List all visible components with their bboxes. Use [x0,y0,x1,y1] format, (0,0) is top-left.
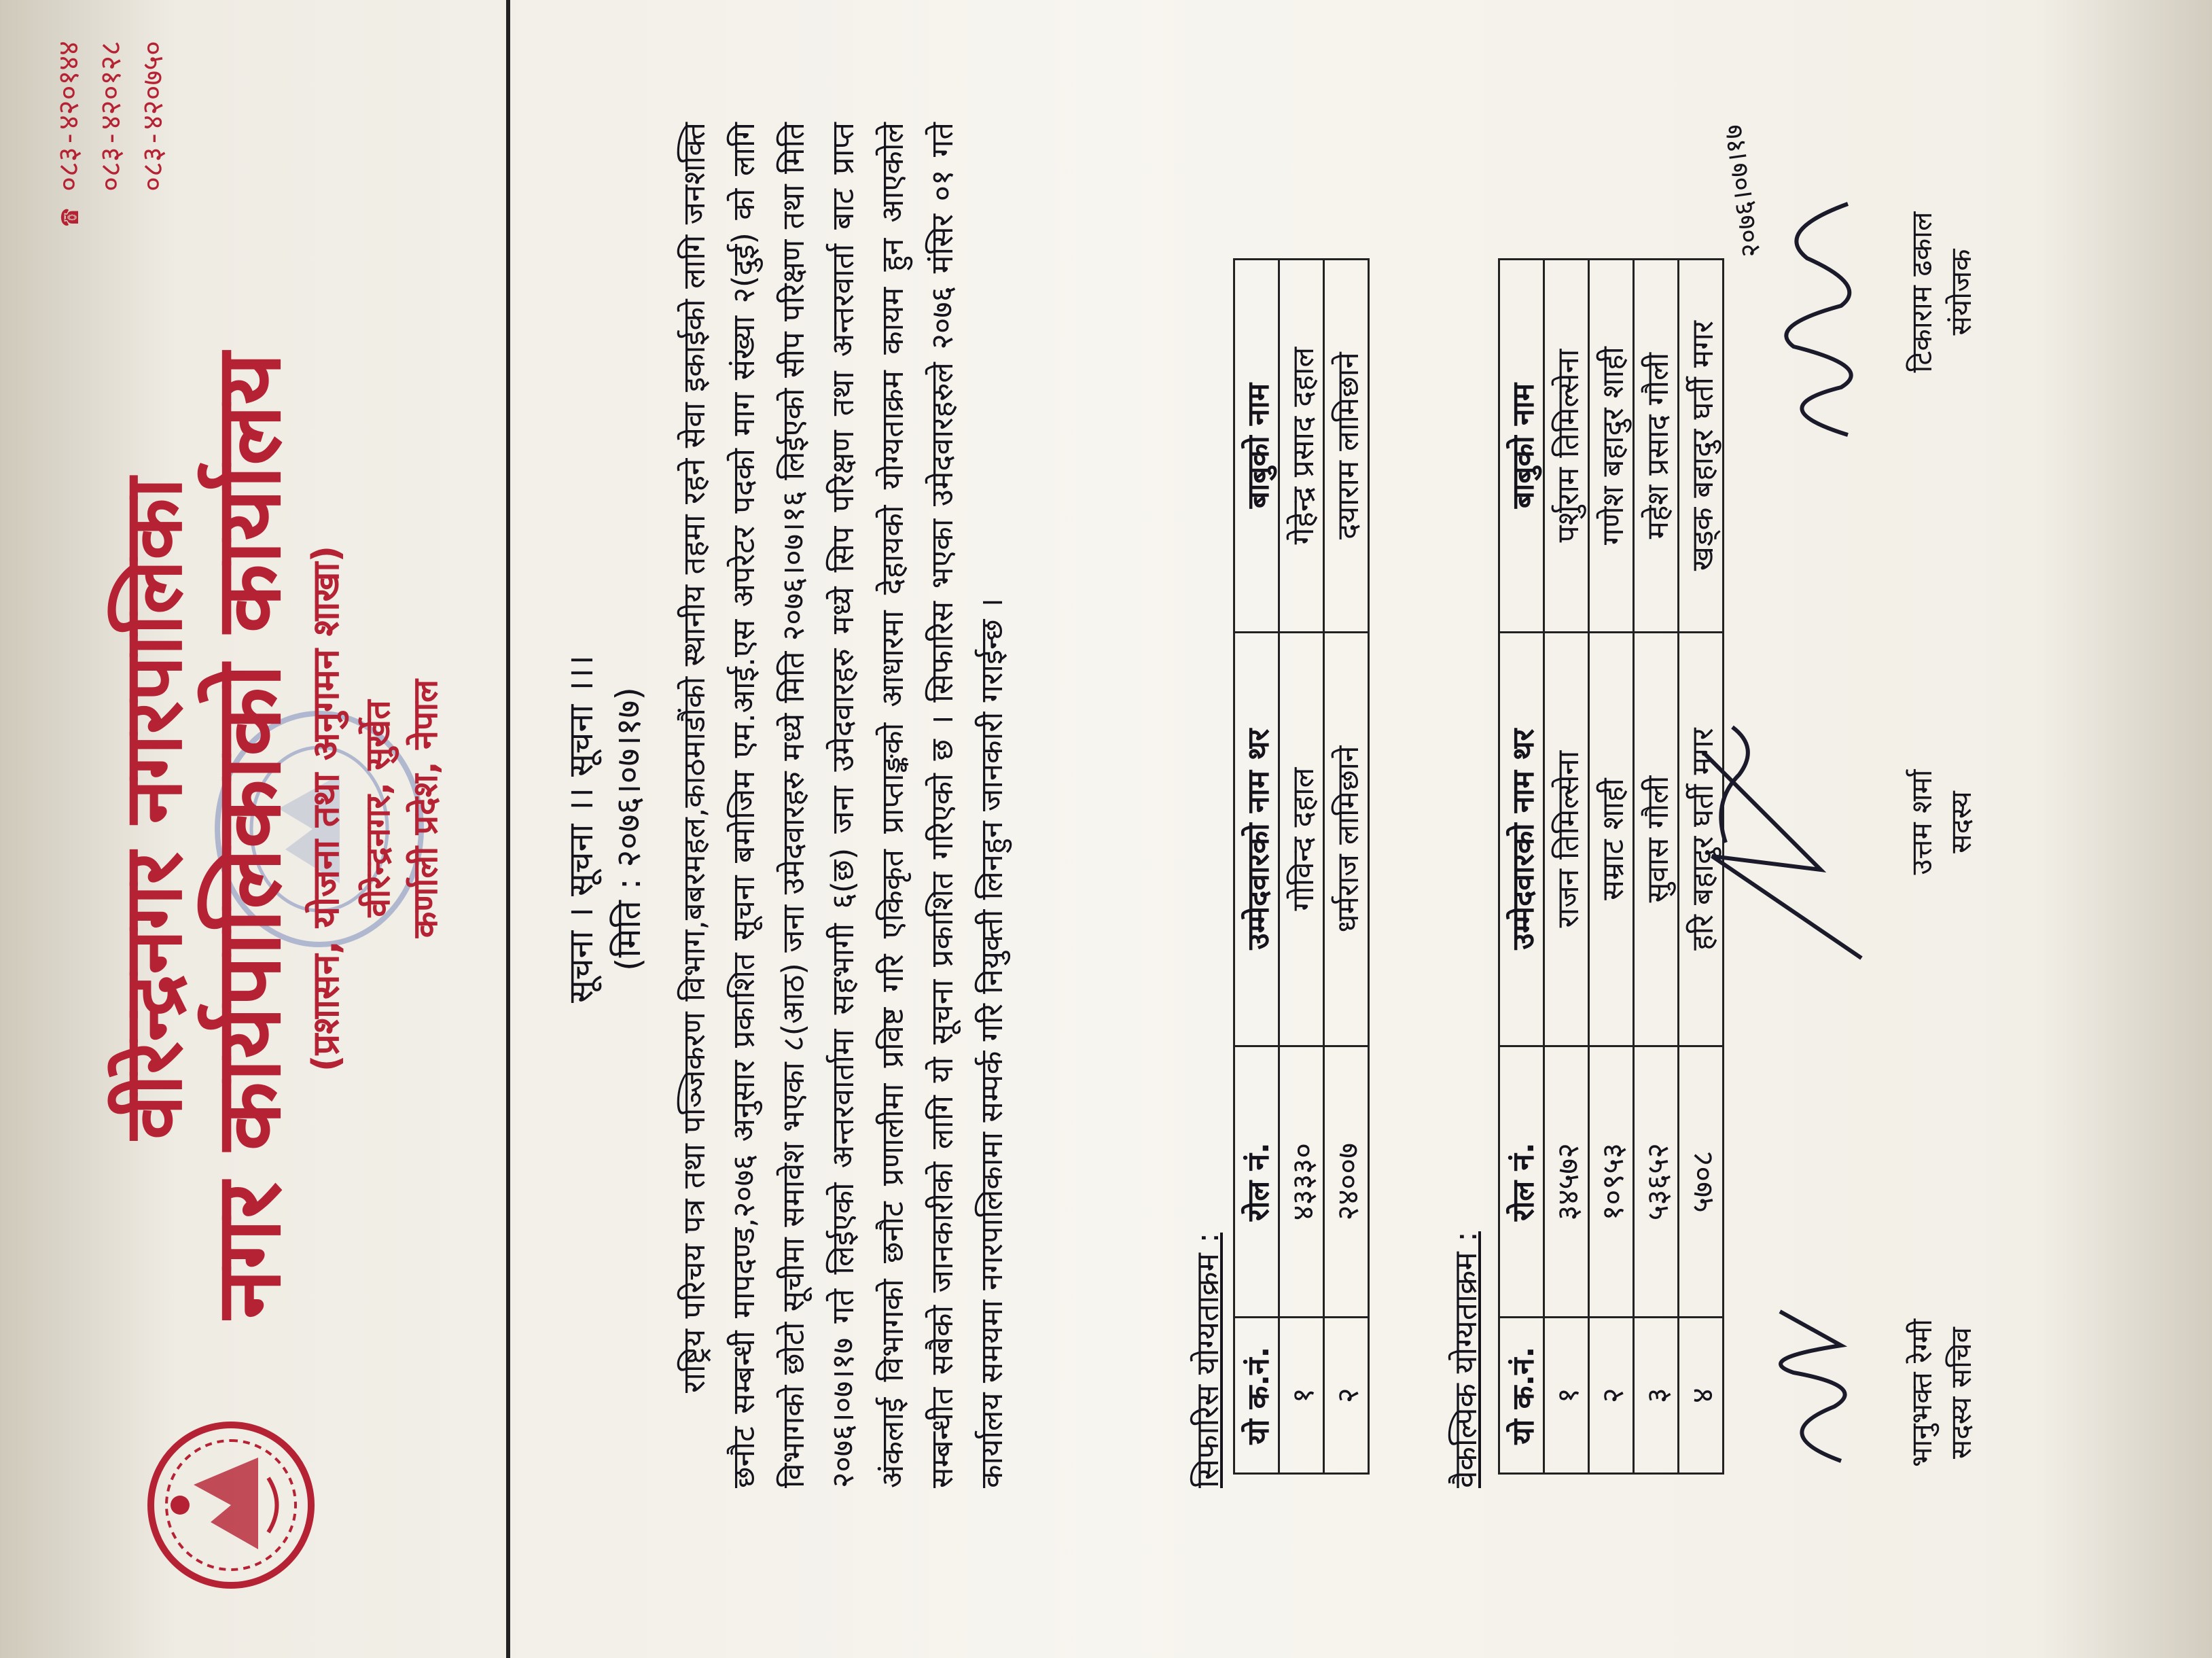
cell-serial: ३ [1634,1318,1679,1474]
municipality-name: वीरेन्द्रनगर नगरपालिका [106,477,200,1140]
col-candidate: उम्मेदवारको नाम थर [1499,633,1544,1046]
cell-father: महेश प्रसाद गौली [1634,260,1679,633]
signature-date: २०७६।०७।१७ [1717,122,1767,260]
cell-roll: १०९५३ [1589,1046,1634,1317]
signature-member-secretary-icon [1739,1271,1875,1488]
table-row [1324,260,1369,1474]
signature-member-icon [1685,693,1889,978]
table-row [1589,260,1634,1474]
cell-serial: २ [1324,1318,1369,1474]
col-roll: रोल नं. [1234,1046,1279,1317]
table-row [1634,260,1679,1474]
col-serial: यो क.नं. [1499,1318,1544,1474]
cell-father: खड्क बहादुर घर्ती मगर [1679,260,1724,633]
header-divider [506,0,510,1658]
notice-heading [557,272,652,1386]
cell-roll: २४००७ [1324,1046,1369,1317]
signatory-name: टिकाराम ढकाल [1905,211,1938,373]
notice-date: (मिति : २०७६।०७।१७) [609,687,648,971]
phone-1: ०८३-४२०१४४ [52,41,85,192]
cell-serial: २ [1589,1318,1634,1474]
phone-3: ०८३-४२०७५० [136,41,169,192]
cell-serial: १ [1544,1318,1589,1474]
signatory-coordinator [1902,149,1981,435]
cell-candidate: राजन तिमिल्सेना [1544,633,1589,1046]
cell-candidate: सुवास गौली [1634,633,1679,1046]
table-header-row [1499,260,1544,1474]
cell-roll: ५७०८ [1679,1046,1724,1317]
signatory-name: भानुभक्त रेग्मी [1905,1318,1938,1468]
phone-2: ०८३-४२०१२८ [94,41,127,192]
branch-name: (प्रशासन, योजना तथा अनुगमन शाखा) [304,545,347,1072]
notice-title: सूचना । सूचना ।। सूचना ।।। [561,655,601,1003]
table-header-row [1234,260,1279,1474]
signature-coordinator-icon [1746,163,1882,448]
cell-father: गणेश बहादुर शाही [1589,260,1634,633]
province-name: कर्णाली प्रदेश, नेपाल [406,679,445,938]
phone-icon: ☎ [52,191,85,226]
cell-father: पर्शुराम तिमिल्सेना [1544,260,1589,633]
cell-candidate: गोविन्द दहाल [1279,633,1324,1046]
office-name: नगर कार्यपालिकाको कार्यालय [196,353,301,1319]
cell-serial: ४ [1679,1318,1724,1474]
signatory-role: सदस्य [1944,791,1978,853]
col-father: बाबुको नाम [1499,260,1544,633]
col-serial: यो क.नं. [1234,1318,1279,1474]
cell-roll: ४३३३० [1279,1046,1324,1317]
table-row [1544,260,1589,1474]
recommended-heading: सिफारिस योग्यताक्रम : [1189,1232,1226,1488]
signatory-role: संयोजक [1944,249,1978,336]
signatory-member-secretary [1902,1250,1981,1536]
cell-candidate: हरि बहादुर घर्ती मगर [1679,633,1724,1046]
signatory-member [1902,680,1981,965]
cell-candidate: सम्राट शाही [1589,633,1634,1046]
cell-father: गेहेन्द्र प्रसाद दहाल [1279,260,1324,633]
cell-father: दयाराम लामिछाने [1324,260,1369,633]
city-name: वीरेन्द्रनगर, सुर्खेत [358,700,397,917]
signatory-role: सदस्य सचिव [1944,1326,1978,1460]
cell-serial: १ [1279,1318,1324,1474]
notice-body: राष्ट्रिय परिचय पत्र तथा पञ्जिकरण विभाग,बबरमहल,काठमाडौंको स्थानीय तहमा रहने सेवा इकाईको लागि जनशक्ति छनौट सम्बन्धी मापदण्ड,२०७६ अनुसार प्रकाशित सूचना बमोजिम एम.आई.एस अपरेटर पदको माग संख्या २(दुई) को लागि विभागको छोटो सूचीमा समावेश भएका ८(आठ) जना उमेदवारहरु मध्ये मिति २०७६।०७।१६ लिईएको सीप परिक्षण तथा मिति २०७६।०७।१७ गते लिईएको अन्तरवार्तामा सहभागी ६(छ) जना उमेदवारहरु मध्ये सिप परिक्षण तथा अन्तरवार्ता बाट प्राप्त अंकलाई विभागको छनौट प्रणालीमा प्रविष्ट गरि एकिकृत प्राप्ताङ्कको आधारमा देहायको योग्यताक्रम कायम हुन आएकोले सम्बन्धीत सबैको जानकारीको लागि यो सूचना प्रकाशित गरिएको छ । सिफारिस भएका उमेदवारहरुले २०७६ मंसिर ०१ गते कार्यालय समयमा नगरपालिकामा सम्पर्क गरि नियुक्ती लिनहुन जानकारी गराईन्छ । [676,122,1010,1488]
signatory-name: उत्तम शर्मा [1905,769,1938,875]
col-candidate: उम्मेदवारको नाम थर [1234,633,1279,1046]
cell-roll: ३४५७२ [1544,1046,1589,1317]
recommended-table [1233,258,1370,1475]
alternate-heading: वैकल्पिक योग्यताक्रम : [1447,1231,1484,1488]
cell-candidate: धर्मराज लामिछाने [1324,633,1369,1046]
col-father: बाबुको नाम [1234,260,1279,633]
table-row [1279,260,1324,1474]
cell-roll: ५३६५२ [1634,1046,1679,1317]
col-roll: रोल नं. [1499,1046,1544,1317]
